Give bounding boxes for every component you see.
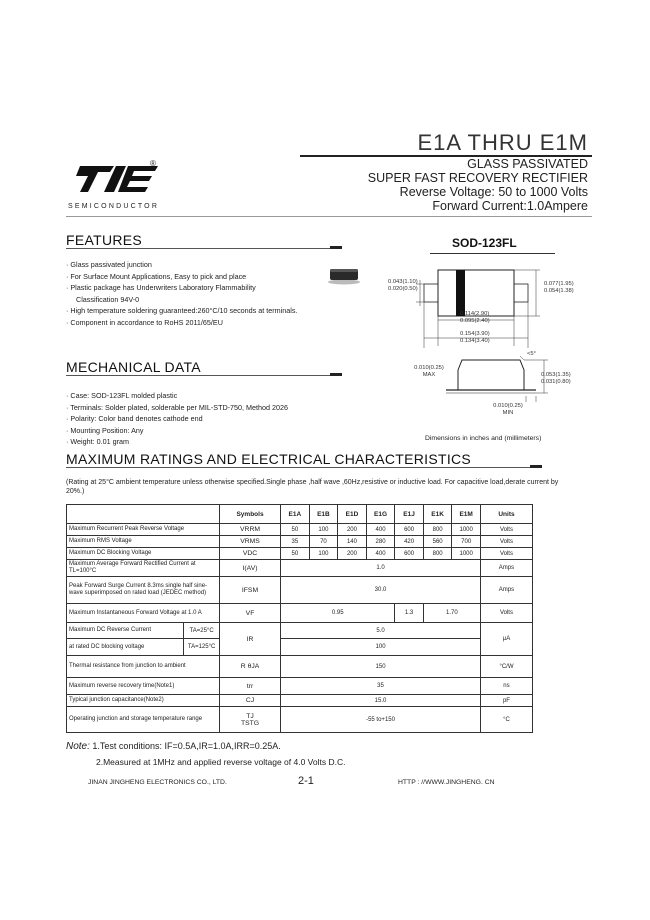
param-cell: Thermal resistance from junction to ambient: [67, 656, 220, 678]
symbol-cell: VRRM: [219, 524, 280, 536]
value-cell: 600: [395, 524, 424, 536]
unit-cell: Amps: [480, 560, 532, 577]
unit-cell: pF: [480, 695, 532, 707]
mechanical-item: · Terminals: Solder plated, solderable per MIL-STD-750, Method 2026: [66, 402, 288, 412]
dim-lead-height: [388, 279, 418, 293]
mechanical-heading: MECHANICAL DATA: [66, 359, 201, 375]
feature-item: · Glass passivated junction: [66, 260, 152, 269]
param-cell: Typical junction capacitance(Note2): [67, 695, 220, 707]
dim-label: MIN: [502, 410, 514, 416]
dim-label: 0.114(2.90): [460, 311, 490, 317]
dim-label: 0.043(1.10): [388, 279, 418, 285]
table-row: [67, 548, 533, 560]
value-cell: 0.95: [281, 604, 395, 623]
dim-body-height: [544, 281, 574, 295]
table-row: [67, 560, 533, 577]
value-cell: 30.0: [281, 577, 481, 604]
features-rule: [66, 248, 342, 249]
unit-cell: Volts: [480, 548, 532, 560]
unit-cell: ns: [480, 678, 532, 695]
value-cell: 1.3: [395, 604, 424, 623]
footer-page-number: 2-1: [298, 775, 314, 787]
unit-cell: °C/W: [480, 656, 532, 678]
features-list: [66, 259, 297, 329]
table-row: [67, 639, 533, 656]
note-label: Note:: [66, 741, 90, 752]
header-cell: E1B: [309, 505, 338, 524]
footer-url: HTTP : //WWW.JINGHENG. CN: [398, 779, 495, 786]
mechanical-list: [66, 390, 288, 448]
value-cell: 1000: [452, 548, 481, 560]
value-cell: 400: [366, 524, 395, 536]
mechanical-rule: [66, 375, 342, 376]
value-cell: 50: [281, 548, 310, 560]
symbol-line: TSTG: [240, 719, 260, 727]
ratings-rule-tab: [530, 465, 542, 468]
component-photo: [326, 265, 362, 285]
symbol-cell: VDC: [219, 548, 280, 560]
value-cell: 5.0: [281, 623, 481, 639]
value-cell: -55 to+150: [281, 707, 481, 733]
header-cell: [67, 505, 220, 524]
part-title: E1A THRU E1M: [417, 130, 588, 155]
note-1-text: 1.Test conditions: IF=0.5A,IR=1.0A,IRR=0.25A.: [92, 741, 281, 751]
value-cell: 150: [281, 656, 481, 678]
dim-label: 0.054(1.38): [544, 288, 574, 294]
header-cell: E1G: [366, 505, 395, 524]
company-tagline: SEMICONDUCTOR: [68, 203, 160, 210]
subtitle-line-3: Reverse Voltage: 50 to 1000 Volts: [399, 185, 588, 199]
package-name: SOD-123FL: [452, 236, 517, 250]
symbol-line: TJ: [246, 712, 254, 720]
value-cell: 70: [309, 536, 338, 548]
features-rule-tab: [330, 246, 342, 249]
value-cell: 800: [423, 524, 452, 536]
symbol-cell: IFSM: [219, 577, 280, 604]
unit-cell: °C: [480, 707, 532, 733]
param-cell: Maximum reverse recovery time(Note1): [67, 678, 220, 695]
feature-item: Classification 94V-0: [76, 294, 140, 304]
mechanical-item: · Weight: 0.01 gram: [66, 437, 129, 447]
table-row: [67, 695, 533, 707]
dim-thickness: [410, 365, 448, 379]
param-cell: at rated DC blocking voltage: [67, 639, 184, 656]
ratings-table: [66, 504, 533, 733]
symbol-cell: R θJA: [219, 656, 280, 678]
footer-company: JINAN JINGHENG ELECTRONICS CO., LTD.: [88, 779, 227, 786]
table-row: [67, 604, 533, 623]
value-cell: 420: [395, 536, 424, 548]
subtitle-line-4: Forward Current:1.0Ampere: [432, 199, 588, 213]
dim-label: 0.010(0.25): [493, 403, 523, 409]
header-cell: E1K: [423, 505, 452, 524]
symbol-cell: CJ: [219, 695, 280, 707]
unit-cell: Volts: [480, 536, 532, 548]
dim-label: 0.095(2.40): [460, 318, 490, 324]
unit-cell: Volts: [480, 524, 532, 536]
value-cell: 100: [281, 639, 481, 656]
subtitle-line-1: GLASS PASSIVATED: [467, 157, 588, 171]
package-side-view-drawing: [440, 356, 550, 406]
feature-item: · High temperature soldering guaranteed:260°C/10 seconds at terminals.: [66, 306, 298, 316]
header-divider: [66, 216, 592, 217]
features-heading: FEATURES: [66, 232, 143, 248]
package-rule: [430, 253, 555, 254]
table-row: [67, 577, 533, 604]
symbol-cell: I(AV): [219, 560, 280, 577]
table-row: [67, 536, 533, 548]
value-cell: 200: [338, 548, 367, 560]
header-cell: E1D: [338, 505, 367, 524]
value-cell: 15.0: [281, 695, 481, 707]
feature-item: · Component in accordance to RoHS 2011/65/EU: [66, 317, 223, 327]
value-cell: 35: [281, 536, 310, 548]
feature-item: · For Surface Mount Applications, Easy to pick and place: [66, 271, 247, 281]
mechanical-item: · Mounting Position: Any: [66, 425, 144, 435]
table-row: [67, 623, 533, 639]
param-cell: Maximum DC Reverse Current: [67, 623, 184, 639]
ratings-intro: (Rating at 25°C ambient temperature unless otherwise specified.Single phase ,half wave ,60Hz,resistive or inductive load. For capacitive load,derate current by 20%.): [66, 479, 559, 496]
note-1: [66, 741, 281, 752]
feature-item: · Plastic package has Underwriters Laboratory Flammability: [66, 283, 256, 293]
unit-cell: Amps: [480, 577, 532, 604]
value-cell: 140: [338, 536, 367, 548]
value-cell: 400: [366, 548, 395, 560]
param-cell: Maximum RMS Voltage: [67, 536, 220, 548]
value-cell: 200: [338, 524, 367, 536]
condition-cell: TA=125°C: [184, 639, 220, 656]
value-cell: 35: [281, 678, 481, 695]
header-cell: Units: [480, 505, 532, 524]
value-cell: 1.70: [423, 604, 480, 623]
dim-body-width: [460, 311, 490, 325]
param-cell: Operating junction and storage temperature range: [67, 707, 220, 733]
dim-label: MAX: [422, 372, 436, 378]
param-cell: Maximum DC Blocking Voltage: [67, 548, 220, 560]
header-cell: E1J: [395, 505, 424, 524]
dim-side-height: [541, 372, 571, 386]
value-cell: 280: [366, 536, 395, 548]
dim-label: 0.154(3.90): [460, 331, 490, 337]
value-cell: 1000: [452, 524, 481, 536]
dim-lead-thickness: [489, 403, 527, 417]
dim-label: 0.134(3.40): [460, 338, 490, 344]
table-row: [67, 524, 533, 536]
symbol-cell: IR: [219, 623, 280, 656]
header-cell: Symbols: [219, 505, 280, 524]
dim-label: 0.031(0.80): [541, 379, 571, 385]
symbol-cell: VF: [219, 604, 280, 623]
note-2: 2.Measured at 1MHz and applied reverse voltage of 4.0 Volts D.C.: [96, 757, 346, 767]
ratings-rule: [66, 467, 542, 468]
dim-label: 0.053(1.35): [541, 372, 571, 378]
mechanical-item: · Case: SOD-123FL molded plastic: [66, 391, 178, 400]
symbol-cell: VRMS: [219, 536, 280, 548]
param-cell: Maximum Average Forward Rectified Current at TL=100°C: [67, 560, 220, 577]
dim-label: 0.010(0.25): [414, 365, 444, 371]
header-cell: E1A: [281, 505, 310, 524]
table-row: [67, 656, 533, 678]
dimension-note: Dimensions in inches and (millimeters): [425, 435, 542, 442]
dim-label: 0.077(1.95): [544, 281, 574, 287]
unit-cell: μA: [480, 623, 532, 656]
value-cell: 50: [281, 524, 310, 536]
param-cell: Maximum Instantaneous Forward Voltage at 1.0 A: [67, 604, 220, 623]
table-header-row: [67, 505, 533, 524]
subtitle-line-2: SUPER FAST RECOVERY RECTIFIER: [367, 171, 588, 185]
value-cell: 1.0: [281, 560, 481, 577]
value-cell: 100: [309, 524, 338, 536]
value-cell: 700: [452, 536, 481, 548]
mechanical-item: · Polarity: Color band denotes cathode end: [66, 414, 203, 424]
value-cell: 800: [423, 548, 452, 560]
param-cell: Peak Forward Surge Current 8.3ms single half sine-wave superimposed on rated load (JEDEC method): [67, 577, 220, 604]
unit-cell: Volts: [480, 604, 532, 623]
symbol-cell: trr: [219, 678, 280, 695]
table-row: [67, 678, 533, 695]
condition-cell: TA=25°C: [184, 623, 220, 639]
param-cell: Maximum Recurrent Peak Reverse Voltage: [67, 524, 220, 536]
header-cell: E1M: [452, 505, 481, 524]
dim-total-length: [460, 331, 490, 345]
ratings-heading: MAXIMUM RATINGS AND ELECTRICAL CHARACTERISTICS: [66, 451, 472, 467]
symbol-cell: [219, 707, 280, 733]
mechanical-rule-tab: [330, 373, 342, 376]
value-cell: 100: [309, 548, 338, 560]
table-row: [67, 707, 533, 733]
value-cell: 560: [423, 536, 452, 548]
registered-mark: ®: [150, 159, 156, 168]
dim-angle: <5°: [527, 351, 536, 357]
dim-label: 0.020(0.50): [388, 286, 418, 292]
value-cell: 600: [395, 548, 424, 560]
